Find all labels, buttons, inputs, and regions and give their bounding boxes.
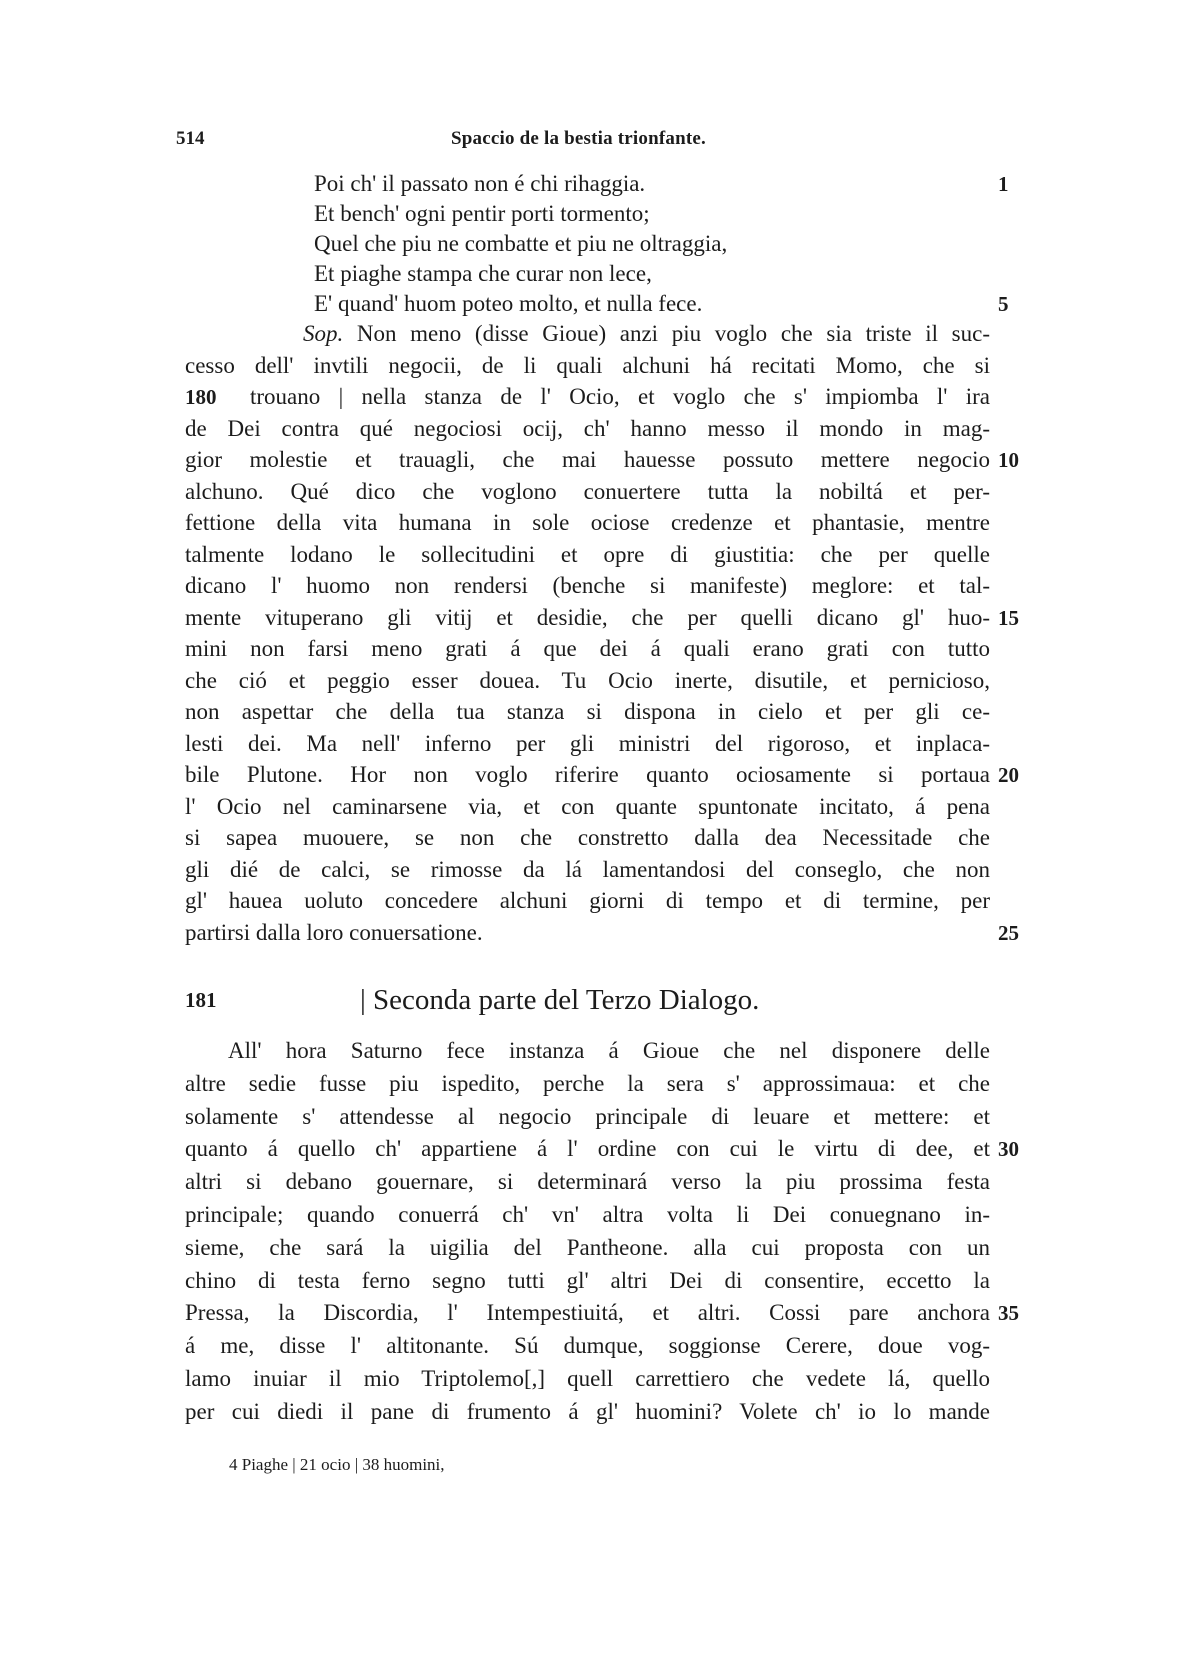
section-heading bbox=[185, 984, 1005, 1024]
prose-line bbox=[303, 318, 990, 350]
prose-line-text: gior molestie et trauagli, che mai hauesse possuto mettere negocio bbox=[185, 447, 990, 472]
prose-line: solamente s' attendesse al negocio principale di leuare et mettere: et bbox=[185, 1104, 990, 1129]
line-number: 15 bbox=[998, 606, 1019, 630]
page-header bbox=[176, 128, 996, 158]
line-number: 30 bbox=[998, 1137, 1019, 1161]
prose-line-text: dicano l' huomo non rendersi (benche si manifeste) meglore: et tal- bbox=[185, 573, 990, 598]
prose-line: chino di testa ferno segno tutti gl' altri Dei di consentire, eccetto la bbox=[185, 1268, 990, 1293]
prose-line bbox=[185, 350, 990, 382]
prose-line bbox=[185, 791, 990, 823]
prose-line-text: mini non farsi meno grati á que dei á quali erano grati con tutto bbox=[185, 636, 990, 661]
prose-line bbox=[185, 633, 990, 665]
prose-line-text: talmente lodano le sollecitudini et opre di giustitia: che per quelle bbox=[185, 542, 990, 567]
prose-line bbox=[185, 759, 990, 791]
prose-line-text: bile Plutone. Hor non voglo riferire quanto ociosamente si portaua bbox=[185, 762, 990, 787]
verse-line: Et bench' ogni pentir porti tormento; bbox=[314, 201, 650, 226]
prose-line-text: de Dei contra qué negociosi ocij, ch' hanno messo il mondo in mag- bbox=[185, 416, 990, 441]
footnote: 4 Piaghe | 21 ocio | 38 huomini, bbox=[229, 1455, 445, 1474]
prose-line bbox=[185, 444, 990, 476]
prose-line-text: lesti dei. Ma nell' inferno per gli ministri del rigoroso, et inplaca- bbox=[185, 731, 990, 756]
prose-line bbox=[185, 854, 990, 886]
prose-line-text: gl' hauea uoluto concedere alchuni giorni di tempo et di termine, per bbox=[185, 888, 990, 913]
verse-line: Et piaghe stampa che curar non lece, bbox=[314, 261, 652, 286]
prose-line bbox=[185, 665, 990, 697]
prose-line: Pressa, la Discordia, l' Intempestiuitá, et altri. Cossi pare anchora bbox=[185, 1300, 990, 1325]
line-number: 1 bbox=[998, 172, 1009, 196]
marginal-page-number: 180 bbox=[185, 385, 217, 409]
prose-line bbox=[185, 413, 990, 445]
prose-line bbox=[185, 822, 990, 854]
prose-line bbox=[250, 381, 990, 413]
prose-line-text: si sapea muouere, se non che constretto dalla dea Necessitade che bbox=[185, 825, 990, 850]
prose-line-text: che ció et peggio esser douea. Tu Ocio inerte, disutile, et pernicioso, bbox=[185, 668, 990, 693]
prose-line: sieme, che sará la uigilia del Pantheone. alla cui proposta con un bbox=[185, 1235, 990, 1260]
section-marginal-number: 181 bbox=[185, 988, 217, 1012]
verse-line: Poi ch' il passato non é chi rihaggia. bbox=[314, 171, 646, 196]
prose-line bbox=[185, 570, 990, 602]
prose-line bbox=[185, 539, 990, 571]
prose-line bbox=[185, 885, 990, 917]
prose-line bbox=[185, 507, 990, 539]
prose-line: altre sedie fusse piu ispedito, perche la sera s' approssimaua: et che bbox=[185, 1071, 990, 1096]
prose-line-text: Non meno (disse Gioue) anzi piu voglo che sia triste il suc- bbox=[356, 321, 990, 346]
prose-line-text: gli dié de calci, se rimosse da lá lamentandosi del conseglo, che non bbox=[185, 857, 990, 882]
prose-line-text: non aspettar che della tua stanza si dispona in cielo et per gli ce- bbox=[185, 699, 990, 724]
prose-line bbox=[185, 728, 990, 760]
line-number: 25 bbox=[998, 921, 1019, 945]
line-number: 5 bbox=[998, 292, 1009, 316]
prose-line: lamo inuiar il mio Triptolemo[,] quell carrettiero che vedete lá, quello bbox=[185, 1366, 990, 1391]
prose-line-text: l' Ocio nel caminarsene via, et con quante spuntonate incitato, á pena bbox=[185, 794, 990, 819]
prose-line bbox=[185, 602, 990, 634]
prose-line: á me, disse l' altitonante. Sú dumque, soggionse Cerere, doue vog- bbox=[185, 1333, 990, 1358]
verse-line: E' quand' huom poteo molto, et nulla fece. bbox=[314, 291, 703, 316]
prose-line-text: mente vituperano gli vitij et desidie, che per quelli dicano gl' huo- bbox=[185, 605, 990, 630]
prose-line-text: cesso dell' invtili negocii, de li quali alchuni há recitati Momo, che si bbox=[185, 353, 990, 378]
prose-line-text: fettione della vita humana in sole ociose credenze et phantasie, mentre bbox=[185, 510, 990, 535]
section-title: | Seconda parte del Terzo Dialogo. bbox=[360, 984, 760, 1016]
prose-line bbox=[185, 476, 990, 508]
line-number: 10 bbox=[998, 448, 1019, 472]
prose-line: altri si debano gouernare, si determinará verso la piu prossima festa bbox=[185, 1169, 990, 1194]
prose-line: principale; quando conuerrá ch' vn' altra volta li Dei conuegnano in- bbox=[185, 1202, 990, 1227]
line-number: 35 bbox=[998, 1301, 1019, 1325]
speaker-label: Sop. bbox=[303, 321, 344, 346]
prose-line: per cui diedi il pane di frumento á gl' huomini? Volete ch' io lo mande bbox=[185, 1399, 990, 1424]
prose-line-text: partirsi dalla loro conuersatione. bbox=[185, 920, 483, 945]
verse-line: Quel che piu ne combatte et piu ne oltraggia, bbox=[314, 231, 728, 256]
prose-line: quanto á quello ch' appartiene á l' ordine con cui le virtu di dee, et bbox=[185, 1136, 990, 1161]
line-number: 20 bbox=[998, 763, 1019, 787]
page-number: 514 bbox=[176, 128, 205, 149]
prose-line-text: trouano | nella stanza de l' Ocio, et voglo che s' impiomba l' ira bbox=[250, 384, 990, 409]
running-title: Spaccio de la bestia trionfante. bbox=[451, 128, 706, 149]
prose-line-text: alchuno. Qué dico che voglono conuertere tutta la nobiltá et per- bbox=[185, 479, 990, 504]
prose-line: All' hora Saturno fece instanza á Gioue che nel disponere delle bbox=[228, 1038, 990, 1063]
prose-line bbox=[185, 696, 990, 728]
